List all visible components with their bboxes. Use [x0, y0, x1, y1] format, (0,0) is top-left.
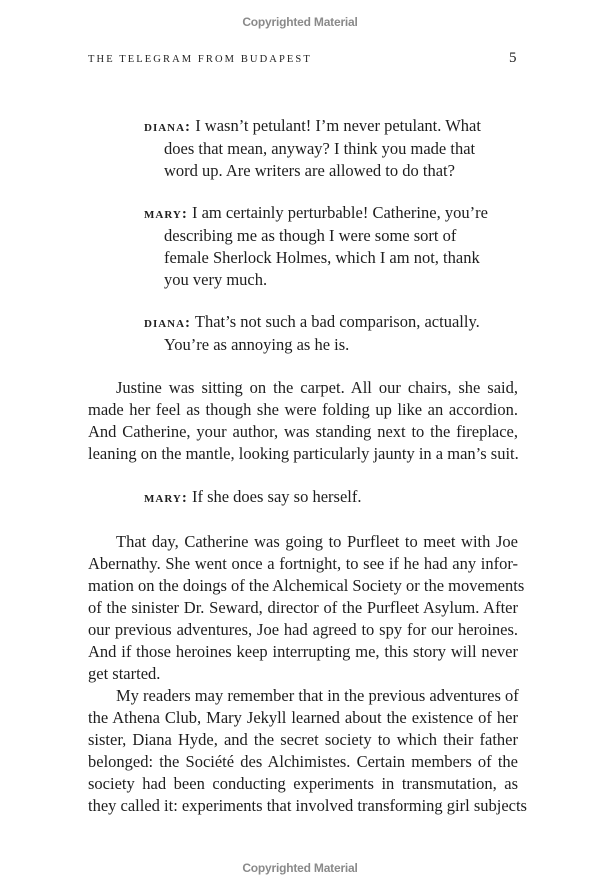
paragraph-line: And Catherine, your author, was standing next to the fireplace, — [88, 422, 518, 441]
paragraph-line: they called it: experiments that involved transforming girl subjects — [88, 796, 527, 815]
speaker-label: mary: — [144, 206, 188, 222]
dialogue-mary-2 — [144, 486, 524, 509]
dialogue-line — [144, 202, 524, 225]
paragraph-line: sister, Diana Hyde, and the secret society to which their father — [88, 730, 518, 749]
dialogue-line — [144, 486, 524, 509]
dialogue-text: I wasn’t petulant! I’m never petulant. What — [195, 116, 481, 135]
dialogue-diana-1 — [144, 115, 524, 182]
copyright-watermark-bottom: Copyrighted Material — [242, 861, 358, 875]
paragraph-line: our previous adventures, Joe had agreed to spy for our heroines. — [88, 620, 518, 639]
paragraph-line: And if those heroines keep interrupting me, this story will never — [88, 642, 518, 661]
speaker-label: diana: — [144, 119, 192, 135]
dialogue-mary-1 — [144, 202, 524, 291]
paragraph-line: society had been conducting experiments in transmutation, as — [88, 774, 518, 793]
paragraph-line: My readers may remember that in the previous adventures of — [116, 686, 519, 705]
speaker-label: mary: — [144, 490, 188, 506]
speaker-label: diana: — [144, 315, 192, 331]
dialogue-line: female Sherlock Holmes, which I am not, thank — [164, 248, 480, 267]
paragraph-line: That day, Catherine was going to Purfleet to meet with Joe — [116, 532, 518, 551]
dialogue-line: does that mean, anyway? I think you made that — [164, 139, 476, 158]
body-paragraph-2 — [88, 531, 525, 685]
paragraph-line: Justine was sitting on the carpet. All our chairs, she said, — [116, 378, 518, 397]
body-paragraph-1 — [88, 377, 518, 465]
paragraph-line: belonged: the Société des Alchimistes. Certain members of the — [88, 752, 518, 771]
dialogue-line: describing me as though I were some sort of — [164, 226, 457, 245]
body-paragraph-3 — [88, 685, 527, 817]
dialogue-line — [144, 311, 524, 334]
paragraph-line: the Athena Club, Mary Jekyll learned about the existence of her — [88, 708, 518, 727]
paragraph-line: leaning on the mantle, looking particularly jaunty in a man’s suit. — [88, 444, 519, 463]
paragraph-line: Abernathy. She went once a fortnight, to see if he had any infor- — [88, 554, 518, 573]
dialogue-line: You’re as annoying as he is. — [164, 335, 350, 354]
paragraph-line: made her feel as though she were folding up like an accordion. — [88, 400, 518, 419]
dialogue-line — [144, 115, 524, 138]
dialogue-diana-2 — [144, 311, 524, 356]
paragraph-line: mation on the doings of the Alchemical Society or the movements — [88, 576, 525, 595]
paragraph-line: get started. — [88, 664, 161, 683]
page-number: 5 — [509, 50, 517, 66]
dialogue-line: you very much. — [164, 270, 268, 289]
running-head-title: THE TELEGRAM FROM BUDAPEST — [88, 54, 312, 65]
dialogue-text: That’s not such a bad comparison, actually. — [194, 312, 480, 331]
dialogue-line: word up. Are writers are allowed to do that? — [164, 161, 455, 180]
dialogue-text: If she does say so herself. — [191, 487, 362, 506]
copyright-watermark-top: Copyrighted Material — [242, 15, 358, 29]
paragraph-line: of the sinister Dr. Seward, director of the Purfleet Asylum. After — [88, 598, 518, 617]
dialogue-text: I am certainly perturbable! Catherine, you’re — [191, 203, 488, 222]
